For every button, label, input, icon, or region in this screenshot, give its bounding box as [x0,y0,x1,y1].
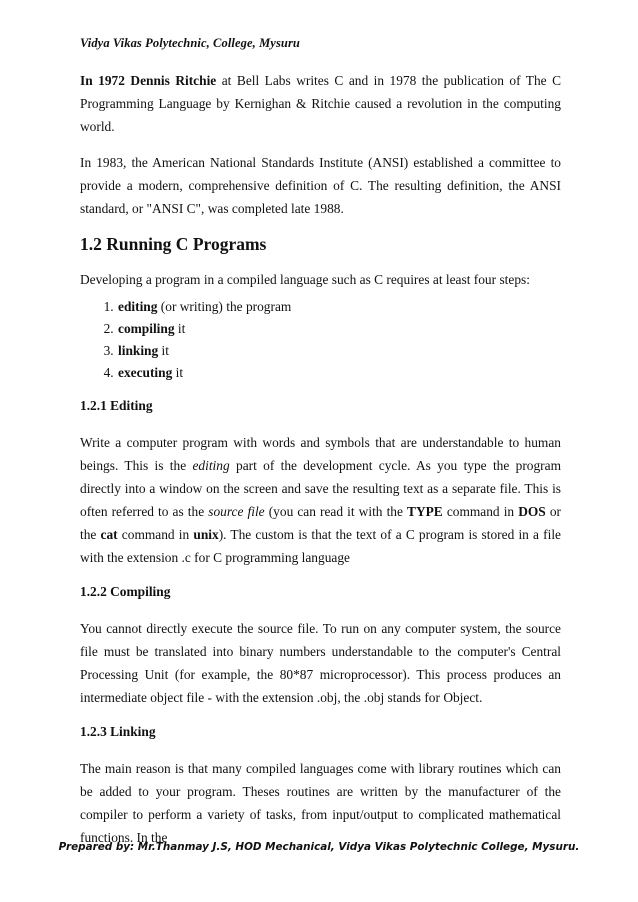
page-content [80,69,561,849]
intro-bold-lead: In 1972 Dennis Ritchie [80,73,217,88]
intro-paragraph-1 [80,69,561,138]
step-term: editing [118,299,158,314]
editing-text: command in [117,527,194,542]
unix-term: unix [193,527,219,542]
editing-text: ). The custom is that the text of a C program is stored in a file with the extension .c for C programming language [80,527,561,565]
editing-text: Write a computer program with words and symbols that are understandable to human beings. This is the [80,435,561,473]
step-rest: it [174,321,186,336]
editing-text: part of the development cycle. As you type the program directly into a window on the screen and save the resulting text as a separate file. This is often referred to as the [80,458,561,519]
section-1-2-intro: Developing a program in a compiled language such as C requires at least four steps: [80,272,530,287]
source-file-emphasis: source file [208,504,265,519]
intro-paragraph-2: In 1983, the American National Standards Institute (ANSI) established a committee to provide a modern, comprehensive definition of C. The resulting definition, the ANSI standard, or "ANSI C", was completed late 1988. [80,155,561,216]
cat-command: cat [100,527,118,542]
editing-text: or the [80,504,562,542]
list-item [117,296,561,318]
linking-paragraph: The main reason is that many compiled languages come with library routines which can be added to your program. Theses routines are written by the manufacturer of the compiler to perform a variety of tasks, from input/output to complicated mathematical functions. In the [80,761,561,845]
step-term: executing [118,365,173,380]
step-term: compiling [118,321,175,336]
list-item [117,318,561,340]
step-rest: it [172,365,184,380]
editing-text: command in [442,504,519,519]
editing-text: (you can read it with the [264,504,408,519]
section-heading-1-2: 1.2 Running C Programs [80,234,267,254]
editing-emphasis: editing [192,458,230,473]
intro-text: at Bell Labs writes C and in 1978 the publication of The C Programming Language by Kernighan & Ritchie caused a revolution in the computing world. [80,73,562,134]
running-header: Vidya Vikas Polytechnic, College, Mysuru [80,36,300,50]
list-item [117,362,561,384]
editing-paragraph [80,431,561,569]
list-item [117,340,561,362]
compiling-paragraph: You cannot directly execute the source file. To run on any computer system, the source file must be translated into binary numbers understandable to the computer's Central Processing Unit (for example, the 80*87 microprocessor). This process produces an intermediate object file - with the extension .obj, the .obj stands for Object. [80,621,561,705]
section-heading-1-2-3: 1.2.3 Linking [80,724,156,739]
section-heading-1-2-2: 1.2.2 Compiling [80,584,171,599]
type-command: TYPE [407,504,443,519]
page-footer: Prepared by: Mr.Thanmay J.S, HOD Mechanical, Vidya Vikas Polytechnic College, Mysuru. [58,841,580,853]
step-term: linking [118,343,159,358]
steps-list [80,296,561,384]
step-rest: (or writing) the program [157,299,292,314]
section-heading-1-2-1: 1.2.1 Editing [80,398,153,413]
step-rest: it [158,343,169,358]
dos-term: DOS [518,504,546,519]
